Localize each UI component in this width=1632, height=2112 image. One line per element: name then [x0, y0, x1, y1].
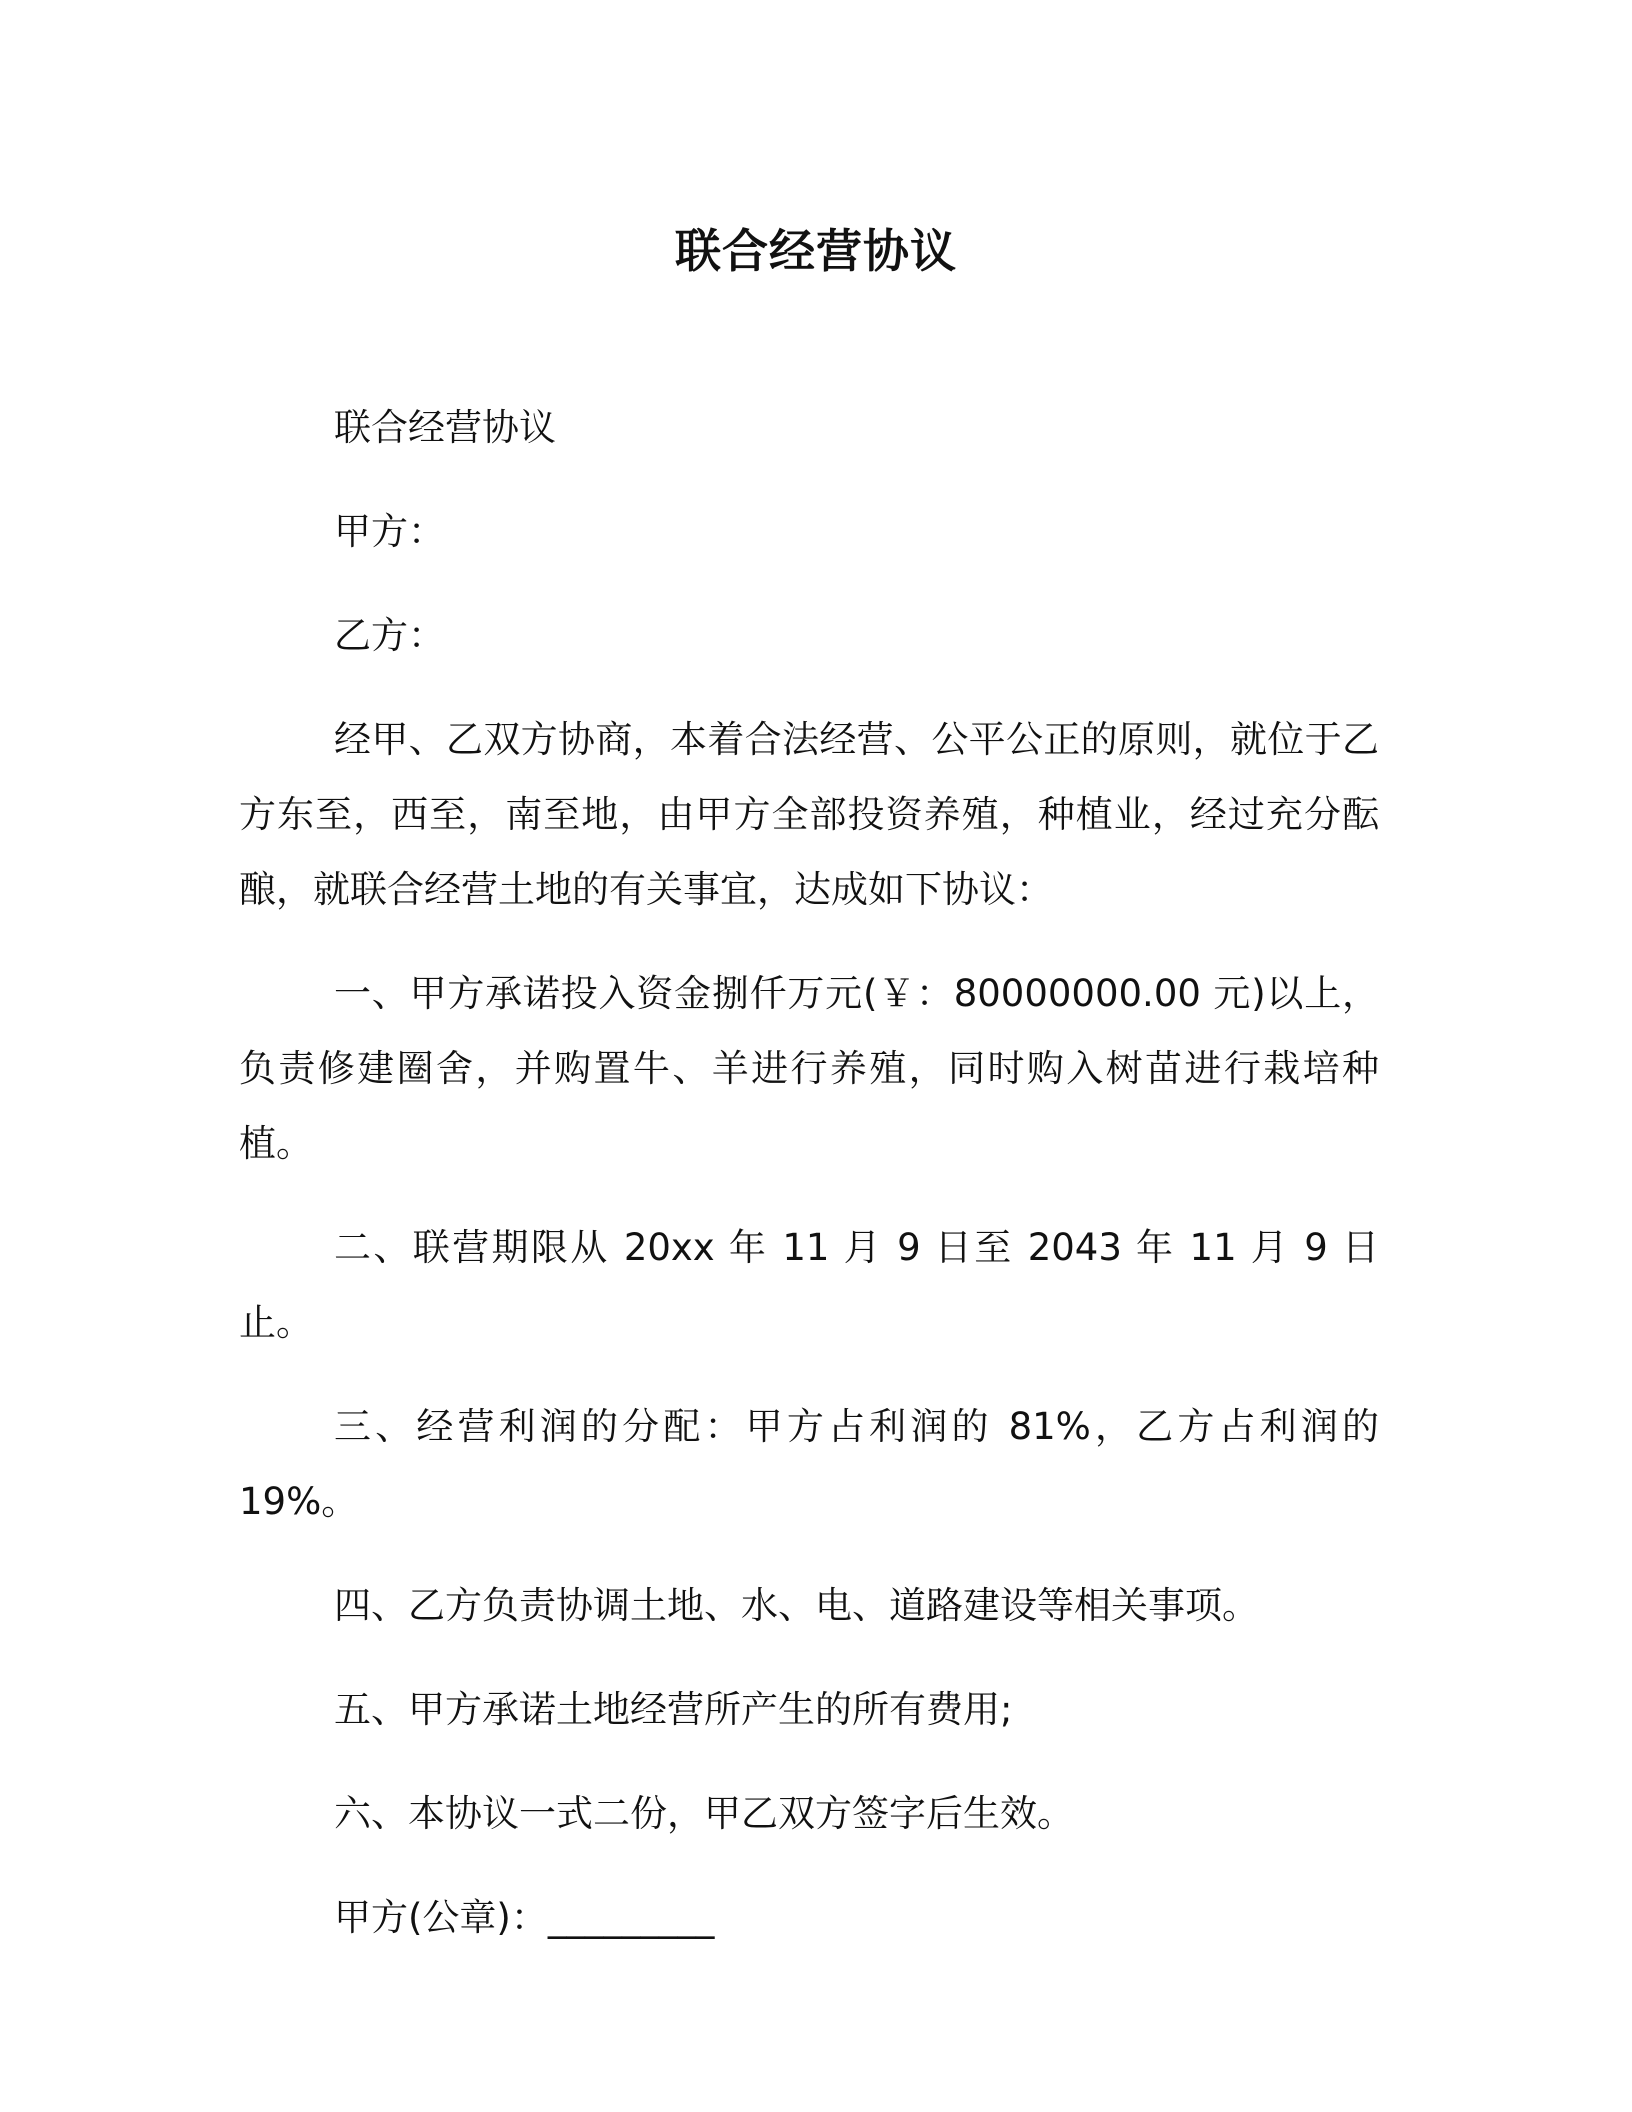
subtitle-paragraph: 联合经营协议: [334, 406, 556, 449]
party-b-line: 乙方：: [334, 614, 445, 657]
clause-4: 四、乙方负责协调土地、水、电、道路建设等相关事项。: [334, 1584, 1259, 1627]
clause-1: 一、甲方承诺投入资金捌仟万元(￥：80000000.00 元)以上，负责修建圈舍，并购置牛、羊进行养殖，同时购入树苗进行栽培种植。: [239, 972, 1379, 1165]
clause-3: 三、经营利润的分配：甲方占利润的 81%，乙方占利润的 19%。: [239, 1405, 1391, 1523]
clause-6: 六、本协议一式二份，甲乙双方签字后生效。: [334, 1792, 1074, 1835]
party-a-line: 甲方：: [334, 510, 445, 553]
clause-5: 五、甲方承诺土地经营所产生的所有费用;: [334, 1688, 1013, 1731]
preamble-paragraph: 经甲、乙双方协商，本着合法经营、公平公正的原则，就位于乙方东至，西至，南至地，由甲方全部投资养殖，种植业，经过充分酝酿，就联合经营土地的有关事宜，达成如下协议：: [239, 718, 1379, 911]
signature-line: 甲方(公章)：_________: [334, 1896, 715, 1939]
document-body: [239, 390, 1391, 1984]
clause-2: 二、联营期限从 20xx 年 11 月 9 日至 2043 年 11 月 9 日止。: [239, 1226, 1379, 1344]
document-title: 联合经营协议: [675, 224, 957, 278]
